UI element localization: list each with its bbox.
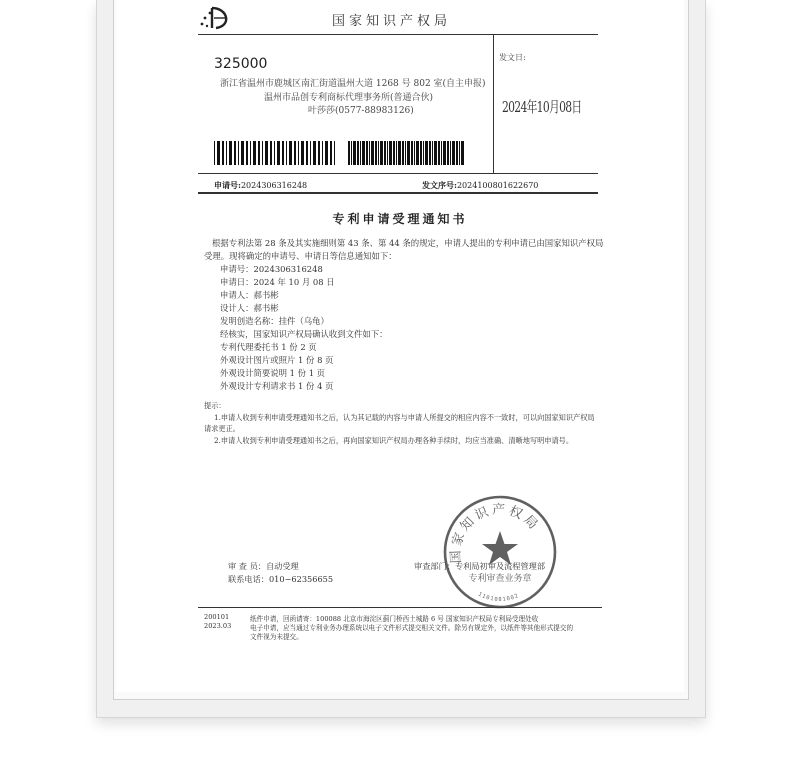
office-name: 国家知识产权局: [332, 14, 452, 29]
received-file-2: 外观设计图片或照片 1 份 8 页: [220, 355, 334, 365]
barcode-bar: [353, 141, 356, 165]
notice-paragraph-line-2: 受理。现将确定的申请号、申请日等信息通知如下：: [204, 251, 397, 261]
barcode-bar: [258, 141, 260, 165]
barcode-bar: [371, 141, 374, 165]
barcode-bar: [286, 141, 287, 165]
barcode-bar: [423, 141, 424, 165]
received-file-3: 外观设计简要说明 1 份 1 页: [220, 368, 326, 378]
barcode-bar: [360, 141, 361, 165]
application-number-label: 申请号:: [214, 180, 241, 190]
barcode-bar: [277, 141, 280, 165]
barcode-right: [348, 141, 468, 165]
barcode-left: [214, 141, 338, 165]
dispatch-date-label: 发文日:: [499, 53, 526, 62]
barcode-bar: [262, 141, 263, 165]
address-divider: [493, 35, 494, 173]
dispatch-number: 2024100801622670: [456, 181, 539, 190]
footer-line-2: 电子申请，应当通过专利业务办理系统以电子文件形式提交相关文件。除另有规定外，以纸件等其他形式提交的: [250, 624, 574, 632]
barcode-bar: [270, 141, 272, 165]
form-version: 2023.03: [204, 622, 232, 630]
barcode-bar: [294, 141, 296, 165]
contact-phone: 联系电话：010−62356655: [228, 574, 334, 584]
barcode-bar: [416, 141, 419, 165]
barcode-bar: [447, 141, 449, 165]
barcode-bar: [217, 141, 220, 165]
barcode-bar: [306, 141, 308, 165]
barcode-bar: [238, 141, 239, 165]
notice-title: 专利申请受理通知书: [332, 212, 468, 226]
cnipa-logo-icon: [198, 4, 234, 30]
field-filing-date: 申请日：2024 年 10 月 08 日: [220, 277, 335, 287]
svg-text:国家知识产权局: 国家知识产权局: [448, 502, 543, 564]
svg-text:1101081002: 1101081002: [476, 591, 521, 604]
svg-text:专利审查业务章: 专利审查业务章: [468, 574, 532, 584]
barcode-bar: [289, 141, 292, 165]
tip-1-line-1: 1.申请人收到专利申请受理通知书之后，认为其记载的内容与申请人所提交的相应内容不一致时，可以向国家知识产权局: [214, 413, 595, 422]
notice-document: [116, 0, 684, 692]
barcode-bar: [362, 141, 365, 165]
barcode-bar: [229, 141, 232, 165]
barcode-bar: [222, 141, 224, 165]
barcode-bar: [425, 141, 428, 165]
barcode-bar: [434, 141, 437, 165]
barcode-bar: [274, 141, 275, 165]
barcode-bar: [313, 141, 316, 165]
barcode-bar: [402, 141, 404, 165]
meta-rule: [198, 192, 598, 194]
address-line-1: 浙江省温州市鹿城区南汇街道温州大道 1268 号 802 室(自主申报): [220, 79, 486, 89]
barcode-bar: [325, 141, 328, 165]
barcode-bar: [443, 141, 446, 165]
footer-line-3: 文件视为未提交。: [250, 633, 303, 641]
footer-line-1: 纸件申请，回函请寄：100088 北京市海淀区蓟门桥西土城路 6 号 国家知识产权局专利局受理处收: [250, 615, 539, 623]
barcode-bar: [226, 141, 227, 165]
barcode-bar: [452, 141, 455, 165]
barcode-bar: [334, 141, 335, 165]
barcode-bar: [387, 141, 388, 165]
barcode-bar: [253, 141, 256, 165]
dispatch-date: 2024年10月08日: [502, 98, 582, 116]
barcode-bar: [301, 141, 304, 165]
field-invention-title: 发明创造名称：挂件（乌龟）: [220, 316, 329, 326]
barcode-bar: [396, 141, 397, 165]
barcode-bar: [441, 141, 442, 165]
barcode-bar: [411, 141, 413, 165]
barcode-bar: [250, 141, 251, 165]
barcode-bar: [405, 141, 406, 165]
barcode-bar: [282, 141, 284, 165]
field-designer: 设计人：郝书彬: [220, 303, 279, 313]
barcode-bar: [378, 141, 379, 165]
barcode-bar: [322, 141, 323, 165]
examination-department: 审查部门：专利局初审及流程管理部: [414, 561, 546, 571]
field-application-number: 申请号：2024306316248: [220, 264, 323, 274]
barcode-bar: [348, 141, 350, 165]
barcode-bar: [298, 141, 299, 165]
barcode-bar: [357, 141, 359, 165]
barcode-bar: [351, 141, 352, 165]
notice-paragraph-line-1: 根据专利法第 28 条及其实施细则第 43 条、第 44 条的规定，申请人提出的专利申请已由国家知识产权局: [212, 238, 604, 248]
footer-rule: [198, 607, 602, 608]
address-line-2: 温州市品创专利商标代理事务所(普通合伙): [264, 93, 434, 103]
barcode-bar: [330, 141, 332, 165]
field-verification: 经核实，国家知识产权局确认收到文件如下：: [220, 329, 388, 339]
barcode-bar: [384, 141, 386, 165]
barcode-bar: [420, 141, 422, 165]
barcode-bar: [214, 141, 215, 165]
barcode-bar: [369, 141, 370, 165]
tip-1-line-2: 请求更正。: [204, 424, 240, 433]
barcode-bar: [461, 141, 464, 165]
tips-label: 提示：: [204, 401, 226, 410]
barcode-bar: [246, 141, 248, 165]
barcode-bar: [265, 141, 268, 165]
barcode-bar: [310, 141, 311, 165]
received-file-4: 外观设计专利请求书 1 份 4 页: [220, 381, 334, 391]
tip-2: 2.申请人收到专利申请受理通知书之后，再向国家知识产权局办理各种手续时，均应当准确、清晰地写明申请号。: [214, 436, 574, 445]
official-seal-stamp: [441, 493, 559, 611]
barcode-bar: [393, 141, 395, 165]
barcode-bar: [241, 141, 244, 165]
barcode-bar: [432, 141, 433, 165]
received-file-1: 专利代理委托书 1 份 2 页: [220, 342, 317, 352]
barcode-bar: [450, 141, 451, 165]
barcode-bar: [429, 141, 431, 165]
address-line-3: 叶莎莎(0577-88983126): [308, 106, 414, 116]
header-rule: [198, 34, 598, 35]
barcode-bar: [318, 141, 320, 165]
barcode-bar: [234, 141, 236, 165]
dispatch-number-row: [422, 180, 538, 191]
examiner: 审 查 员：自动受理: [228, 561, 299, 571]
application-number: 2024306316248: [240, 181, 308, 190]
barcode-bar: [456, 141, 458, 165]
address-block-rule: [198, 173, 598, 174]
barcode-bar: [380, 141, 383, 165]
application-number-row: [214, 180, 307, 191]
barcode-bar: [459, 141, 460, 165]
barcode-bar: [407, 141, 410, 165]
postcode: 325000: [214, 56, 268, 72]
barcode-bar: [389, 141, 392, 165]
field-applicant: 申请人：郝书彬: [220, 290, 279, 300]
form-code: 200101: [204, 613, 230, 621]
barcode-bar: [366, 141, 368, 165]
barcode-bar: [438, 141, 440, 165]
barcode-bar: [375, 141, 377, 165]
barcode-bar: [414, 141, 415, 165]
barcode-bar: [398, 141, 401, 165]
dispatch-number-label: 发文序号:: [422, 180, 457, 190]
